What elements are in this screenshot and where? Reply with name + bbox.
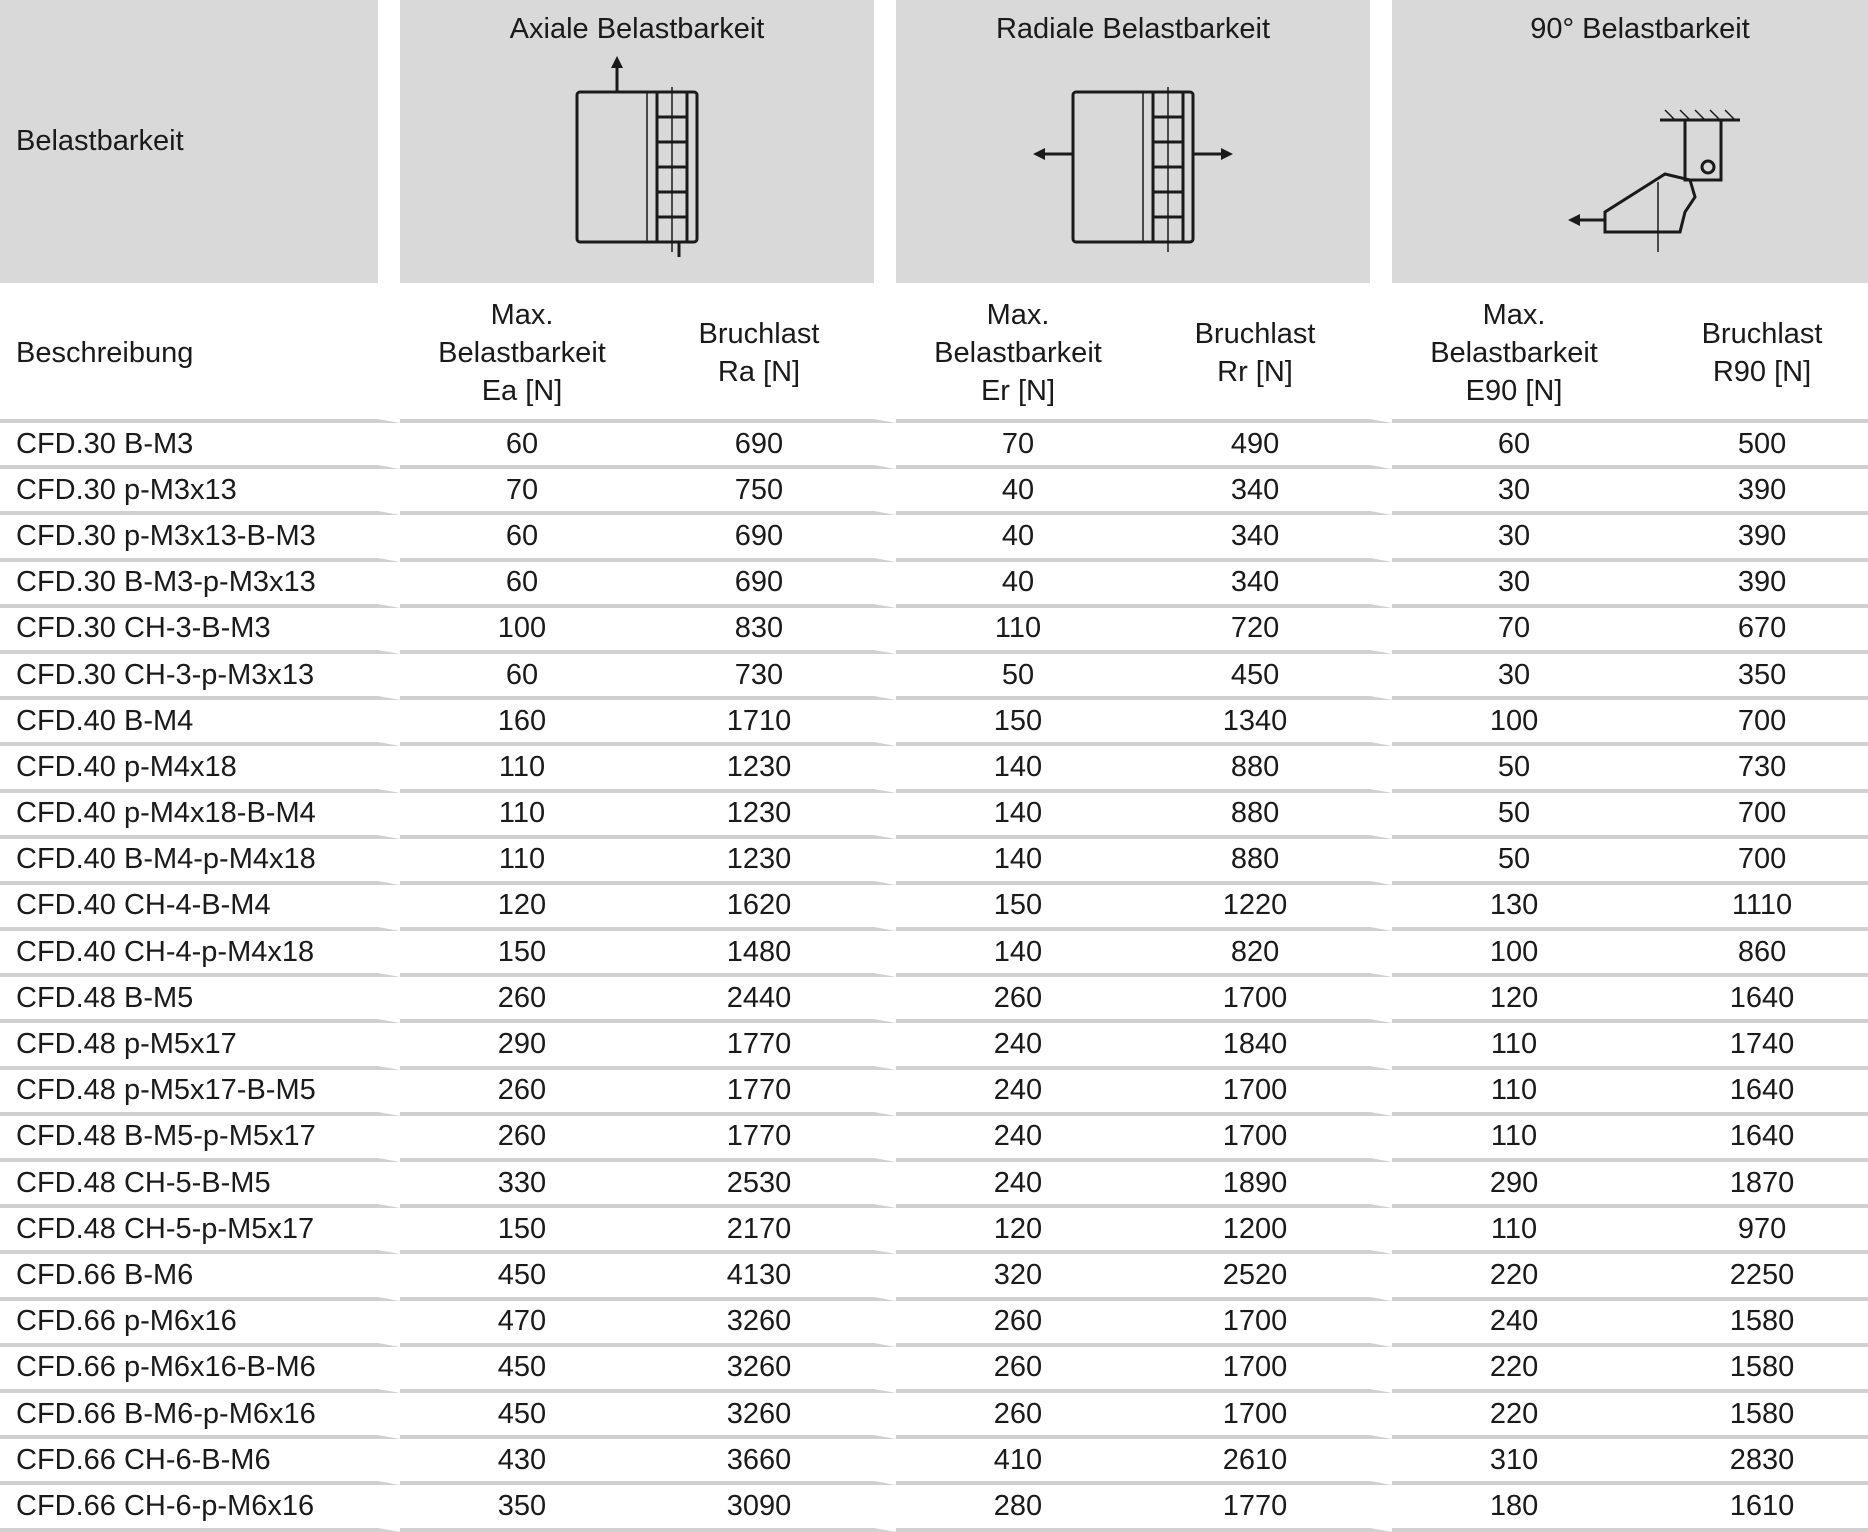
- cell-er: 70: [896, 423, 1140, 469]
- cell-description: CFD.40 B-M4-p-M4x18: [0, 839, 400, 885]
- cell-r90: 700: [1636, 700, 1868, 746]
- cell-r90: 1110: [1636, 885, 1868, 931]
- cell-description: CFD.48 p-M5x17-B-M5: [0, 1070, 400, 1116]
- cell-e90: 220: [1392, 1393, 1636, 1439]
- cell-r90: 700: [1636, 793, 1868, 839]
- cell-er: 410: [896, 1439, 1140, 1485]
- beschreibung-label: Beschreibung: [0, 287, 400, 423]
- cell-r90: 1580: [1636, 1393, 1868, 1439]
- cell-e90: 220: [1392, 1347, 1636, 1393]
- cell-er: 140: [896, 931, 1140, 977]
- cell-e90: 130: [1392, 885, 1636, 931]
- cell-er: 240: [896, 1162, 1140, 1208]
- group-title-ninety: 90° Belastbarkeit: [1530, 13, 1750, 45]
- cell-description: CFD.66 CH-6-B-M6: [0, 1439, 400, 1485]
- cell-description: CFD.48 p-M5x17: [0, 1023, 400, 1069]
- cell-r90: 390: [1636, 515, 1868, 561]
- cell-ra: 1620: [644, 885, 896, 931]
- table-row: [0, 1023, 1868, 1069]
- cell-ra: 4130: [644, 1254, 896, 1300]
- cell-er: 240: [896, 1023, 1140, 1069]
- cell-rr: 1700: [1140, 977, 1392, 1023]
- cell-r90: 970: [1636, 1208, 1868, 1254]
- cell-rr: 820: [1140, 931, 1392, 977]
- cell-er: 110: [896, 608, 1140, 654]
- cell-er: 260: [896, 977, 1140, 1023]
- cell-ra: 3090: [644, 1485, 896, 1531]
- table-row: [0, 608, 1868, 654]
- cell-ea: 100: [400, 608, 644, 654]
- cell-ea: 60: [400, 515, 644, 561]
- cell-er: 140: [896, 793, 1140, 839]
- cell-ra: 1230: [644, 839, 896, 885]
- cell-er: 280: [896, 1485, 1140, 1531]
- cell-e90: 30: [1392, 515, 1636, 561]
- cell-rr: 1890: [1140, 1162, 1392, 1208]
- cell-ra: 1480: [644, 931, 896, 977]
- table-row: [0, 423, 1868, 469]
- cell-description: CFD.40 p-M4x18: [0, 746, 400, 792]
- table-row: [0, 1301, 1868, 1347]
- cell-ra: 2440: [644, 977, 896, 1023]
- group-header-row: [0, 0, 1868, 287]
- cell-e90: 100: [1392, 700, 1636, 746]
- cell-er: 260: [896, 1393, 1140, 1439]
- cell-rr: 450: [1140, 654, 1392, 700]
- cell-e90: 110: [1392, 1023, 1636, 1069]
- col-header-r90: Bruchlast R90 [N]: [1636, 287, 1868, 423]
- cell-e90: 100: [1392, 931, 1636, 977]
- cell-ra: 3260: [644, 1301, 896, 1347]
- cell-er: 140: [896, 746, 1140, 792]
- table-row: [0, 469, 1868, 515]
- cell-ea: 160: [400, 700, 644, 746]
- table-row: [0, 515, 1868, 561]
- cell-e90: 110: [1392, 1070, 1636, 1116]
- col-header-e90: Max. Belastbarkeit E90 [N]: [1392, 287, 1636, 423]
- table-row: [0, 793, 1868, 839]
- cell-r90: 700: [1636, 839, 1868, 885]
- cell-ea: 110: [400, 793, 644, 839]
- cell-r90: 2250: [1636, 1254, 1868, 1300]
- cell-description: CFD.66 CH-6-p-M6x16: [0, 1485, 400, 1531]
- cell-description: CFD.48 B-M5: [0, 977, 400, 1023]
- belastbarkeit-label: Belastbarkeit: [0, 0, 400, 287]
- cell-er: 50: [896, 654, 1140, 700]
- table-row: [0, 1162, 1868, 1208]
- cell-e90: 50: [1392, 793, 1636, 839]
- cell-ra: 3660: [644, 1439, 896, 1485]
- cell-ra: 3260: [644, 1347, 896, 1393]
- column-header-row: [0, 287, 1868, 423]
- cell-ra: 690: [644, 562, 896, 608]
- cell-ea: 430: [400, 1439, 644, 1485]
- cell-ra: 1770: [644, 1116, 896, 1162]
- cell-ra: 3260: [644, 1393, 896, 1439]
- cell-rr: 340: [1140, 469, 1392, 515]
- cell-rr: 880: [1140, 839, 1392, 885]
- cell-e90: 310: [1392, 1439, 1636, 1485]
- cell-rr: 1700: [1140, 1301, 1392, 1347]
- cell-r90: 1640: [1636, 1070, 1868, 1116]
- cell-e90: 220: [1392, 1254, 1636, 1300]
- cell-ra: 1770: [644, 1070, 896, 1116]
- cell-rr: 1770: [1140, 1485, 1392, 1531]
- cell-e90: 50: [1392, 746, 1636, 792]
- cell-ea: 260: [400, 977, 644, 1023]
- group-title-radial: Radiale Belastbarkeit: [995, 13, 1271, 45]
- cell-rr: 880: [1140, 793, 1392, 839]
- cell-description: CFD.30 B-M3-p-M3x13: [0, 562, 400, 608]
- cell-e90: 290: [1392, 1162, 1636, 1208]
- cell-description: CFD.66 B-M6-p-M6x16: [0, 1393, 400, 1439]
- cell-ea: 290: [400, 1023, 644, 1069]
- cell-e90: 30: [1392, 562, 1636, 608]
- cell-description: CFD.48 CH-5-p-M5x17: [0, 1208, 400, 1254]
- cell-e90: 30: [1392, 469, 1636, 515]
- cell-r90: 2830: [1636, 1439, 1868, 1485]
- cell-ra: 750: [644, 469, 896, 515]
- cell-description: CFD.30 CH-3-p-M3x13: [0, 654, 400, 700]
- cell-description: CFD.30 p-M3x13-B-M3: [0, 515, 400, 561]
- cell-er: 320: [896, 1254, 1140, 1300]
- cell-r90: 1610: [1636, 1485, 1868, 1531]
- col-header-ea: Max. Belastbarkeit Ea [N]: [400, 287, 644, 423]
- cell-er: 40: [896, 469, 1140, 515]
- cell-ea: 450: [400, 1347, 644, 1393]
- cell-ra: 730: [644, 654, 896, 700]
- table-body: [0, 423, 1868, 1532]
- table-row: [0, 931, 1868, 977]
- cell-description: CFD.66 B-M6: [0, 1254, 400, 1300]
- cell-ra: 1770: [644, 1023, 896, 1069]
- cell-ra: 690: [644, 423, 896, 469]
- cell-er: 150: [896, 885, 1140, 931]
- cell-r90: 390: [1636, 562, 1868, 608]
- cell-description: CFD.30 B-M3: [0, 423, 400, 469]
- cell-rr: 720: [1140, 608, 1392, 654]
- radial-load-hinge-icon: [1018, 52, 1248, 257]
- cell-e90: 110: [1392, 1116, 1636, 1162]
- cell-rr: 1700: [1140, 1347, 1392, 1393]
- table-row: [0, 700, 1868, 746]
- cell-r90: 670: [1636, 608, 1868, 654]
- cell-ea: 70: [400, 469, 644, 515]
- col-header-er: Max. Belastbarkeit Er [N]: [896, 287, 1140, 423]
- cell-er: 260: [896, 1347, 1140, 1393]
- cell-description: CFD.40 CH-4-B-M4: [0, 885, 400, 931]
- ninety-degree-load-hinge-icon: [1530, 52, 1750, 257]
- cell-er: 40: [896, 562, 1140, 608]
- cell-rr: 340: [1140, 562, 1392, 608]
- table-row: [0, 1254, 1868, 1300]
- table-row: [0, 977, 1868, 1023]
- group-radial: [896, 0, 1392, 287]
- cell-e90: 30: [1392, 654, 1636, 700]
- cell-ea: 110: [400, 839, 644, 885]
- cell-ea: 120: [400, 885, 644, 931]
- cell-description: CFD.40 B-M4: [0, 700, 400, 746]
- cell-ra: 1230: [644, 746, 896, 792]
- cell-er: 40: [896, 515, 1140, 561]
- cell-ea: 110: [400, 746, 644, 792]
- cell-r90: 1870: [1636, 1162, 1868, 1208]
- cell-rr: 880: [1140, 746, 1392, 792]
- cell-rr: 1700: [1140, 1070, 1392, 1116]
- cell-ea: 350: [400, 1485, 644, 1531]
- table-row: [0, 562, 1868, 608]
- table-row: [0, 839, 1868, 885]
- cell-e90: 110: [1392, 1208, 1636, 1254]
- cell-er: 150: [896, 700, 1140, 746]
- cell-e90: 180: [1392, 1485, 1636, 1531]
- cell-description: CFD.48 CH-5-B-M5: [0, 1162, 400, 1208]
- cell-r90: 730: [1636, 746, 1868, 792]
- cell-e90: 120: [1392, 977, 1636, 1023]
- cell-rr: 340: [1140, 515, 1392, 561]
- cell-ea: 60: [400, 562, 644, 608]
- table-row: [0, 1393, 1868, 1439]
- cell-er: 140: [896, 839, 1140, 885]
- cell-r90: 1580: [1636, 1347, 1868, 1393]
- cell-ea: 450: [400, 1254, 644, 1300]
- table-row: [0, 1439, 1868, 1485]
- cell-r90: 390: [1636, 469, 1868, 515]
- group-title-axial: Axiale Belastbarkeit: [509, 13, 765, 45]
- cell-er: 120: [896, 1208, 1140, 1254]
- cell-e90: 240: [1392, 1301, 1636, 1347]
- table-row: [0, 885, 1868, 931]
- cell-ra: 2170: [644, 1208, 896, 1254]
- cell-e90: 50: [1392, 839, 1636, 885]
- cell-rr: 1700: [1140, 1116, 1392, 1162]
- col-header-rr: Bruchlast Rr [N]: [1140, 287, 1392, 423]
- group-axial: [400, 0, 896, 287]
- table-row: [0, 1070, 1868, 1116]
- cell-e90: 60: [1392, 423, 1636, 469]
- cell-ra: 690: [644, 515, 896, 561]
- cell-ea: 260: [400, 1116, 644, 1162]
- table-row: [0, 746, 1868, 792]
- cell-ea: 60: [400, 654, 644, 700]
- cell-ea: 260: [400, 1070, 644, 1116]
- cell-r90: 350: [1636, 654, 1868, 700]
- cell-r90: 1640: [1636, 1116, 1868, 1162]
- cell-ea: 150: [400, 931, 644, 977]
- cell-rr: 1340: [1140, 700, 1392, 746]
- axial-load-hinge-icon: [537, 52, 737, 257]
- cell-r90: 1640: [1636, 977, 1868, 1023]
- cell-rr: 1700: [1140, 1393, 1392, 1439]
- cell-rr: 490: [1140, 423, 1392, 469]
- cell-ea: 150: [400, 1208, 644, 1254]
- cell-description: CFD.40 CH-4-p-M4x18: [0, 931, 400, 977]
- cell-rr: 1220: [1140, 885, 1392, 931]
- cell-ra: 830: [644, 608, 896, 654]
- cell-r90: 1740: [1636, 1023, 1868, 1069]
- cell-er: 240: [896, 1070, 1140, 1116]
- col-header-ra: Bruchlast Ra [N]: [644, 287, 896, 423]
- table-row: [0, 1347, 1868, 1393]
- cell-ea: 60: [400, 423, 644, 469]
- cell-description: CFD.48 B-M5-p-M5x17: [0, 1116, 400, 1162]
- cell-r90: 860: [1636, 931, 1868, 977]
- cell-ea: 470: [400, 1301, 644, 1347]
- cell-rr: 2610: [1140, 1439, 1392, 1485]
- cell-r90: 500: [1636, 423, 1868, 469]
- table-row: [0, 1485, 1868, 1531]
- cell-description: CFD.40 p-M4x18-B-M4: [0, 793, 400, 839]
- cell-ea: 450: [400, 1393, 644, 1439]
- cell-ea: 330: [400, 1162, 644, 1208]
- table-row: [0, 1116, 1868, 1162]
- cell-er: 240: [896, 1116, 1140, 1162]
- cell-rr: 2520: [1140, 1254, 1392, 1300]
- cell-e90: 70: [1392, 608, 1636, 654]
- cell-ra: 1230: [644, 793, 896, 839]
- cell-rr: 1840: [1140, 1023, 1392, 1069]
- cell-description: CFD.30 p-M3x13: [0, 469, 400, 515]
- cell-ra: 1710: [644, 700, 896, 746]
- table-row: [0, 1208, 1868, 1254]
- group-ninety: [1392, 0, 1868, 287]
- cell-ra: 2530: [644, 1162, 896, 1208]
- cell-description: CFD.30 CH-3-B-M3: [0, 608, 400, 654]
- cell-er: 260: [896, 1301, 1140, 1347]
- cell-r90: 1580: [1636, 1301, 1868, 1347]
- cell-description: CFD.66 p-M6x16-B-M6: [0, 1347, 400, 1393]
- table-row: [0, 654, 1868, 700]
- cell-description: CFD.66 p-M6x16: [0, 1301, 400, 1347]
- cell-rr: 1200: [1140, 1208, 1392, 1254]
